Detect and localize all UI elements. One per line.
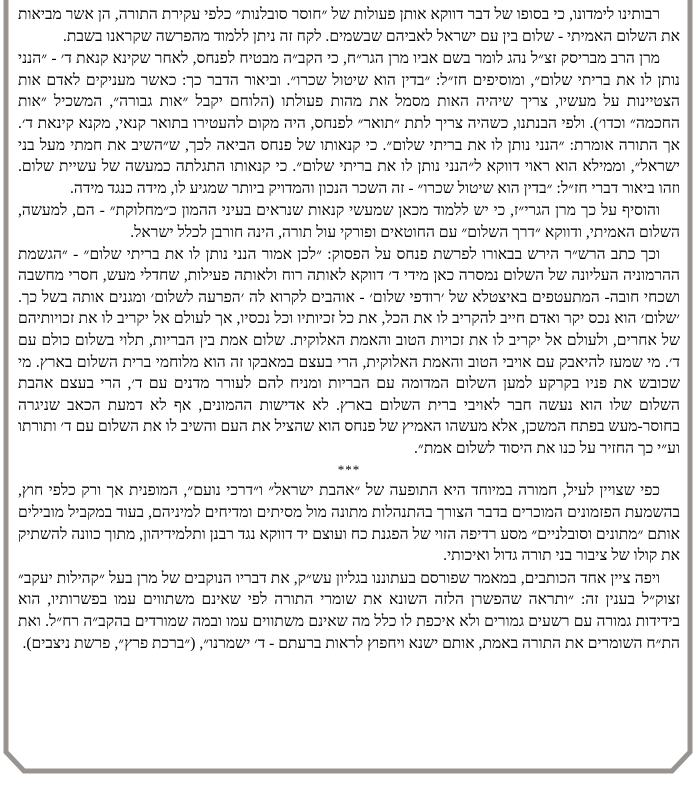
- paragraph-kehilot-yaakov-quote: ויפה ציין אחד הכותבים, במאמר שפורסם בעתוננו בגליון עש״ק, את דבריו הנוקבים של מרן בעל ״קהילות יעקב״ זצוק״ל בענין זה: ״ותראה שהפשרן הלזה השונא את שומרי התורה לפי שאינם משתווים עמו בפשרותיו, הוא בידידות גמורה עם רשעים גמורים ולא איכפת לו כלל מה שאינם משתווים עמו ובמה שמורדים בהקב״ה רח״ל. ואת הת״ח השומרים את התורה באמת, אותם ישנא ויחפוץ לראות ברעתם - ד׳ ישמרנו״, (״ברכת פרץ״, פרשת ניצבים).: [18, 569, 680, 652]
- paragraph-ahavat-yisrael: כפי שצויין לעיל, חמורה במיוחד היא התופעה של ״אהבת ישראל״ ו״דרכי נועם״, המופנית אך ורק כלפי חוץ, בהשמעת הפזמונים המוכרים בדבר הצורך בהתנהלות מתונה מול מסיתים ומדיחים למיניהם, בעוד במקביל מובילים אותם ״מתונים וסובלניים״ מסע רדיפה הזוי של הפגנת כח ועוצם יד דווקא נגד רבנן ותלמידיהון, מתוך כוונה להשתיק את קולו של ציבור בני תורה גדול ואיכותי.: [18, 482, 680, 565]
- section-separator: ***: [337, 462, 361, 478]
- paragraph-intro: רבותינו לימדונו, כי בסופו של דבר דווקא אותן פעולות של ״חוסר סובלנות״ כלפי עקירת התורה, הן אשר מביאות את השלום האמיתי - שלום בין עם ישראל לאביהם שבשמים. לקח זה ניתן ללמוד מהפרשה שקראנו בשבת.: [18, 6, 680, 45]
- paragraph-brisker-rav: מרן הרב מבריסק זצ״ל נהג לומר בשם אביו מרן הגר״ח, כי הקב״ה מבטיח לפנחס, לאחר שקינא קנאת ד׳ - ״הנני נותן לו את בריתי שלום״, ומוסיפים חז״ל: ״בדין הוא שיטול שכרו״. וביאור הדבר כך: כאשר מעניקים לאדם אות הצטיינות על מעשיו, צריך שיהיה האות מסמל את מהות פעולתו (הלוחם יקבל ״אות גבורה״, המשכיל ״אות החכמה״ וכדו׳). ולפי הבנתנו, כשהיה צריך לתת ״תואר״ לפנחס, היה מקום להעטירו בתואר קנאי, מקנא קינאת ד׳. אך התורה אומרת: ״הנני נותן לו את בריתי שלום״. כי קנאותו של פנחס הביאה לכך, ש״השיב את חמתי מעל בני ישראל״, וממילא הוא ראוי דווקא ל״הנני נותן לו את בריתי שלום״. כי קנאותו התגלתה כמעשה של עשיית שלום. וזהו ביאור דברי חז״ל: ״בדין הוא שיטול שכרו״ - זה השכר הנכון והמדויק ביותר שמגיע לו, מידה כנגד מידה.: [18, 50, 680, 197]
- article-body: [18, 4, 680, 654]
- paragraph-rshr-hirsch-quote: וכך כתב הרש״ר הירש בבאורו לפרשת פנחס על הפסוק: ״לכן אמור הנני נותן לו את בריתי שלום״ - ״הגשמת ההרמוניה העליונה של השלום נמסרה כאן מידי ד׳ דווקא לאותה רוח ולאותה פעילות, שחדלי מעש, חסרי מחשבה ושכחי חובה- המתעטפים באיצטלא של ׳רודפי שלום׳ - אוהבים לקרוא לה ׳הפרעה לשלום׳ ומגנים אותה בשל כך. ׳שלום׳ הוא נכס יקר ואדם חייב להקריב לו את הכל, את כל זכיותיו וכל נכסיו, אך לעולם אל יקריב לו את זכויותיהם של אחרים, ולעולם אל יקריב לו את זכויות הטוב והאמת האלוקית. שלום אמת בין הבריות, תלוי בשלום כולם עם ד׳. מי שמעז להיאבק עם אויבי הטוב והאמת האלוקית, הרי בעצם במאבקו זה הוא מלוחמי ברית השלום בארץ. מי שכובש את פניו בקרקע למען השלום המדומה עם הבריות ומניח להם לעורר מדנים עם ד׳, הרי בעצם אהבת השלום שלו הוא נעשה חבר לאויבי ברית השלום בארץ. לא אדישות ההמונים, אף לא דמעת הכאב שניגרה בחוסר-מעש בפתח המשכן, אלא מעשהו האמיץ של פנחס הוא שהציל את העם והשיב לו את השלום עם ד׳ ותורתו וע״י כך החזיר על כנו את היסוד לשלום אמת״.: [18, 245, 680, 457]
- paragraph-griz: והוסיף על כך מרן הגרי״ז, כי יש ללמוד מכאן שמעשי קנאות שנראים בעיני ההמון כ״מחלוקת״ - הם, למעשה, השלום האמיתי, ודווקא ״דרך השלום״ עם החוטאים ופורקי עול תורה, הינה חורבן לכלל ישראל.: [18, 202, 680, 241]
